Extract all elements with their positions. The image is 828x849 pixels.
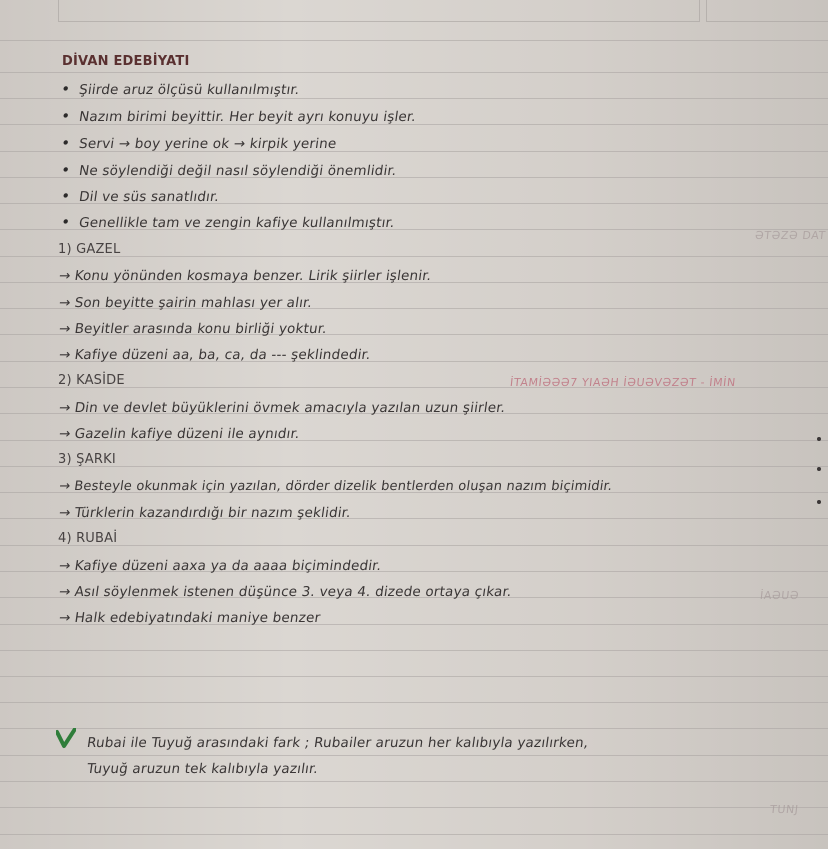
page-title: DİVAN EDEBİYATI [62, 54, 190, 69]
edge-mark [817, 500, 821, 504]
date-box [706, 0, 828, 22]
item-text: Kafiye düzeni aa, ba, ca, da --- şeklindedir. [73, 347, 372, 363]
bleed-through-text: ƏTƏZƏ DAT [754, 229, 827, 242]
rule-line [0, 834, 828, 835]
section-heading: 3) ŞARKI [58, 452, 116, 467]
list-item: → Kafiye düzeni aa, ba, ca, da --- şeklindedir. [58, 347, 372, 363]
rule-line [0, 755, 828, 756]
item-text: Halk edebiyatındaki maniye benzer [73, 610, 322, 626]
item-text: Konu yönünden kosmaya benzer. Lirik şiirler işlenir. [73, 268, 433, 284]
rule-line [0, 781, 828, 782]
bleed-through-text: İTAMİƏƏƏ7 YIAƏH İƏUƏVƏZƏT - İMİN [509, 376, 737, 389]
list-item [58, 189, 220, 205]
rule-line [0, 702, 828, 703]
list-item: → Beyitler arasında konu birliği yoktur. [58, 321, 328, 337]
rule-line [0, 728, 828, 729]
note-line: Tuyuğ aruzun tek kalıbıyla yazılır. [86, 761, 320, 777]
note-line: Rubai ile Tuyuğ arasındaki fark ; Rubailer aruzun her kalıbıyla yazılırken, [86, 735, 590, 751]
bullet-text: Genellikle tam ve zengin kafiye kullanılmıştır. [78, 215, 396, 231]
checkmark-icon [56, 728, 76, 750]
rule-line [0, 545, 828, 546]
bleed-through-text: İAƏUƏ [759, 589, 800, 602]
rule-line [0, 256, 828, 257]
section-heading: 2) KASİDE [58, 373, 125, 388]
list-item: → Konu yönünden kosmaya benzer. Lirik şiirler işlenir. [58, 268, 433, 284]
rule-line [0, 676, 828, 677]
rule-line [0, 72, 828, 73]
item-text: Türklerin kazandırdığı bir nazım şeklidir. [73, 505, 352, 521]
rule-line [0, 98, 828, 99]
list-item: → Türklerin kazandırdığı bir nazım şeklidir. [58, 505, 352, 521]
bleed-through-text: TUNJ [769, 803, 800, 816]
rule-line [0, 650, 828, 651]
item-text: Besteyle okunmak için yazılan, dörder dizelik bentlerden oluşan nazım biçimidir. [73, 479, 614, 494]
list-item [58, 136, 338, 152]
list-item: → Kafiye düzeni aaxa ya da aaaa biçimindedir. [58, 558, 383, 574]
list-item [58, 163, 398, 179]
section-heading: 1) GAZEL [58, 242, 121, 257]
item-text: Kafiye düzeni aaxa ya da aaaa biçimindedir. [73, 558, 383, 574]
rule-line [0, 807, 828, 808]
list-item: → Gazelin kafiye düzeni ile aynıdır. [58, 426, 301, 442]
list-item [58, 82, 301, 98]
list-item: → Din ve devlet büyüklerini övmek amacıyla yazılan uzun şiirler. [58, 400, 507, 416]
bullet-text: Servi → boy yerine ok → kirpik yerine [78, 136, 338, 152]
list-item [58, 109, 417, 125]
item-text: Beyitler arasında konu birliği yoktur. [73, 321, 328, 337]
header-box [58, 0, 700, 22]
list-item: → Son beyitte şairin mahlası yer alır. [58, 295, 314, 311]
bullet-text: Şiirde aruz ölçüsü kullanılmıştır. [78, 82, 301, 98]
item-text: Din ve devlet büyüklerini övmek amacıyla yazılan uzun şiirler. [73, 400, 507, 416]
rule-line [0, 40, 828, 41]
list-item: → Asıl söylenmek istenen düşünce 3. veya 4. dizede ortaya çıkar. [58, 584, 513, 600]
item-text: Asıl söylenmek istenen düşünce 3. veya 4. dizede ortaya çıkar. [73, 584, 513, 600]
section-heading: 4) RUBAİ [58, 531, 118, 546]
bullet-text: Dil ve süs sanatlıdır. [78, 189, 221, 205]
bullet-text: Nazım birimi beyittir. Her beyit ayrı konuyu işler. [78, 109, 418, 125]
item-text: Son beyitte şairin mahlası yer alır. [73, 295, 314, 311]
item-text: Gazelin kafiye düzeni ile aynıdır. [73, 426, 301, 442]
bullet-text: Ne söylendiği değil nasıl söylendiği önemlidir. [78, 163, 398, 179]
list-item: → Besteyle okunmak için yazılan, dörder dizelik bentlerden oluşan nazım biçimidir. [58, 479, 614, 494]
list-item [58, 215, 396, 231]
edge-mark [817, 437, 821, 441]
list-item: → Halk edebiyatındaki maniye benzer [58, 610, 322, 626]
rule-line [0, 466, 828, 467]
edge-mark [817, 467, 821, 471]
